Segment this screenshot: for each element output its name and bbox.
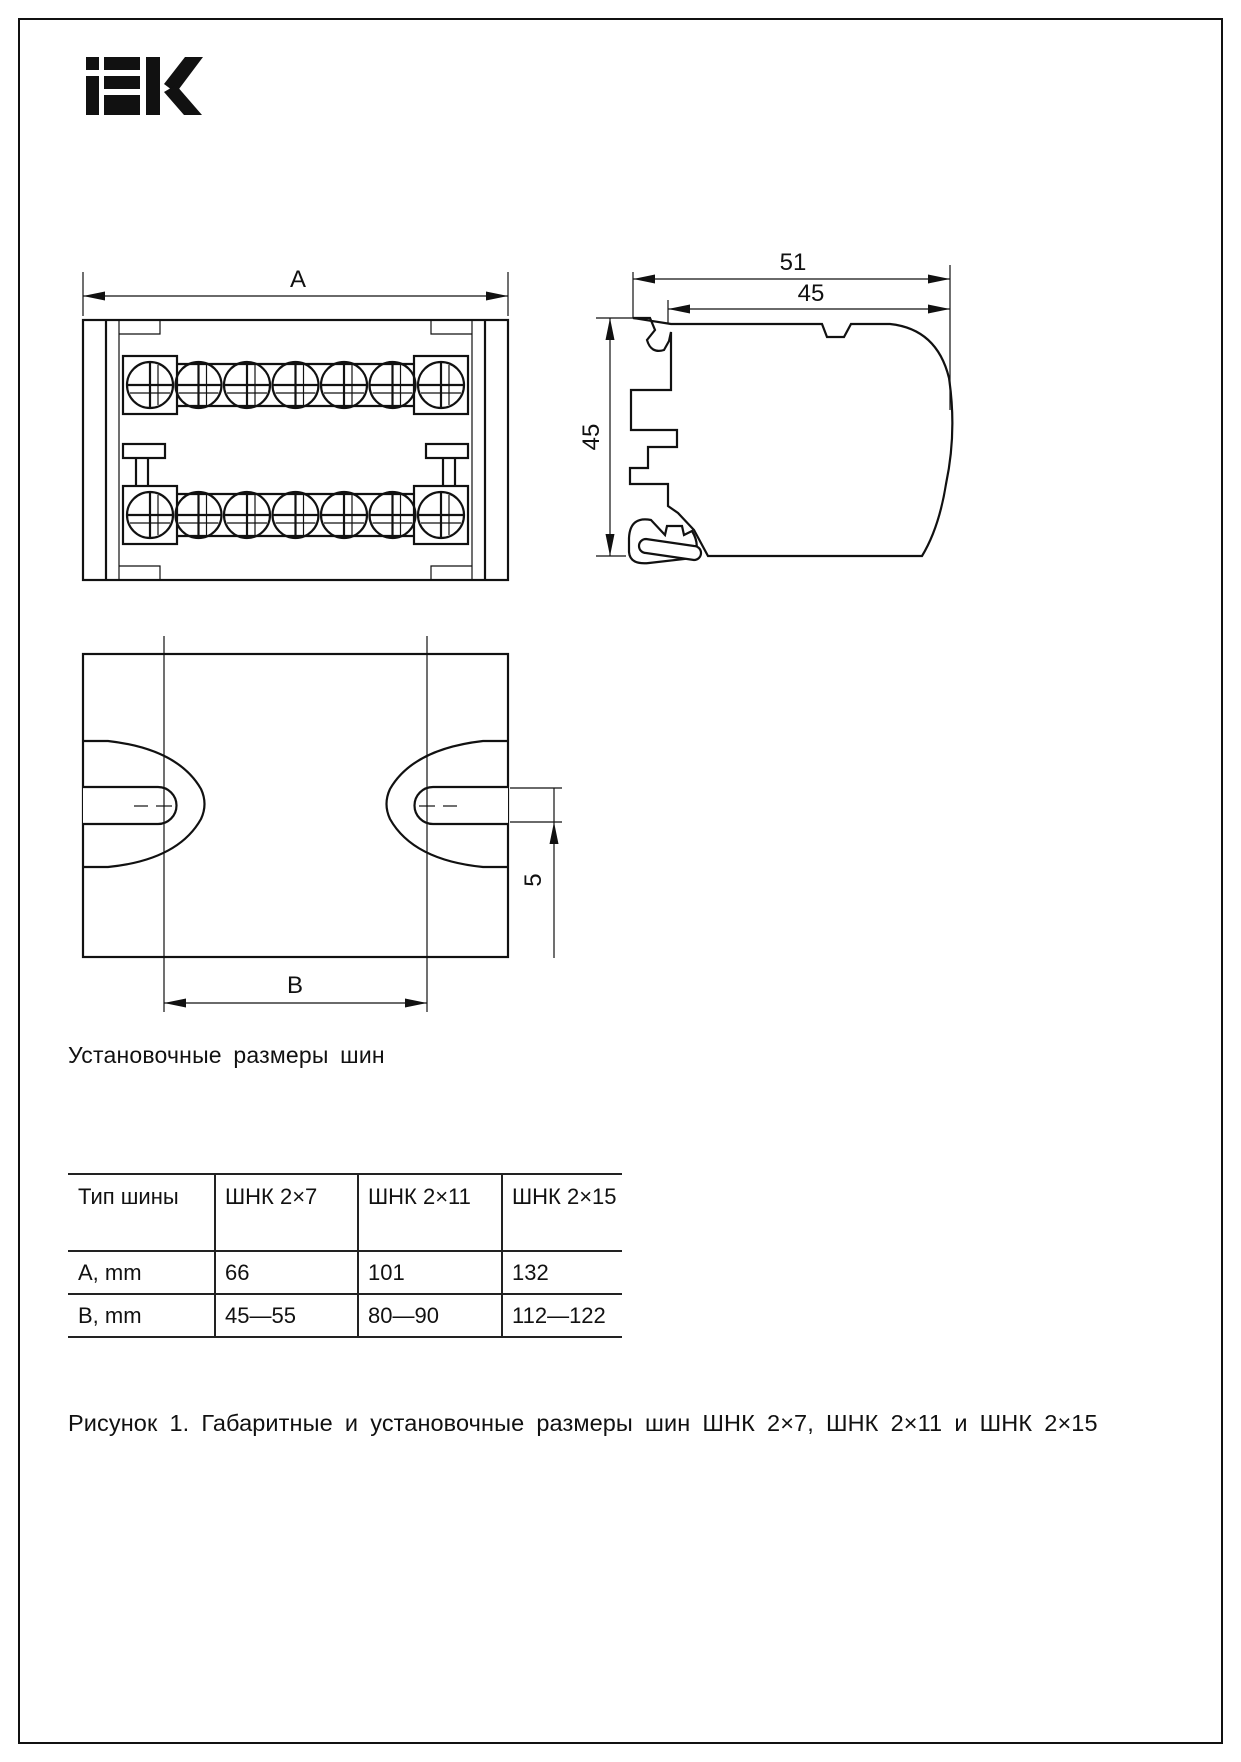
table-cell: 66 — [215, 1251, 358, 1294]
din-clip-right — [426, 444, 468, 486]
table-header-cell: ШНК 2×11 — [358, 1174, 502, 1251]
arrow-left-icon — [164, 999, 186, 1008]
arrow-right-icon — [928, 305, 950, 314]
dimension-5 — [510, 788, 562, 958]
arrow-right-icon — [405, 999, 427, 1008]
dimensions-table — [68, 1173, 622, 1338]
dimension-51 — [633, 249, 950, 410]
dim-label-45-left: 45 — [578, 423, 605, 451]
dimension-B — [164, 972, 427, 1008]
front-view — [83, 266, 508, 580]
arrow-up-icon — [550, 822, 559, 844]
table-header-cell: Тип шины — [68, 1174, 215, 1251]
dim-label-45-top: 45 — [797, 280, 825, 307]
table-header-cell: ШНК 2×7 — [215, 1174, 358, 1251]
arrow-left-icon — [633, 275, 655, 284]
arrow-down-icon — [606, 534, 615, 556]
table-cell: 112—122 — [502, 1294, 622, 1337]
dim-label-A: A — [289, 266, 307, 293]
side-view — [578, 249, 952, 563]
arrow-left-icon — [668, 305, 690, 314]
table-header-cell: ШНК 2×15 — [502, 1174, 622, 1251]
table-row — [68, 1294, 622, 1337]
table-header-row — [68, 1174, 622, 1251]
din-clip-left — [123, 444, 165, 486]
arrow-right-icon — [486, 292, 508, 301]
subtitle: Установочные размеры шин — [68, 1042, 385, 1068]
bottom-view — [83, 636, 562, 1012]
side-profile — [630, 318, 952, 556]
dim-label-51: 51 — [779, 249, 807, 276]
table-cell: 45—55 — [215, 1294, 358, 1337]
dim-label-B: B — [286, 972, 304, 999]
dim-label-5: 5 — [520, 873, 547, 887]
arrow-right-icon — [928, 275, 950, 284]
figure-caption: Рисунок 1. Габаритные и установочные размеры шин ШНК 2×7, ШНК 2×11 и ШНК 2×15 — [68, 1410, 1098, 1436]
table-cell: B, mm — [68, 1294, 215, 1337]
arrow-left-icon — [83, 292, 105, 301]
table-cell: 132 — [502, 1251, 622, 1294]
table-cell: A, mm — [68, 1251, 215, 1294]
table-cell: 101 — [358, 1251, 502, 1294]
arrow-up-icon — [606, 318, 615, 340]
dimension-45-top — [668, 280, 950, 324]
dimension-A — [83, 266, 508, 316]
table-row — [68, 1251, 622, 1294]
table-cell: 80—90 — [358, 1294, 502, 1337]
iek-logo-icon — [86, 57, 203, 115]
